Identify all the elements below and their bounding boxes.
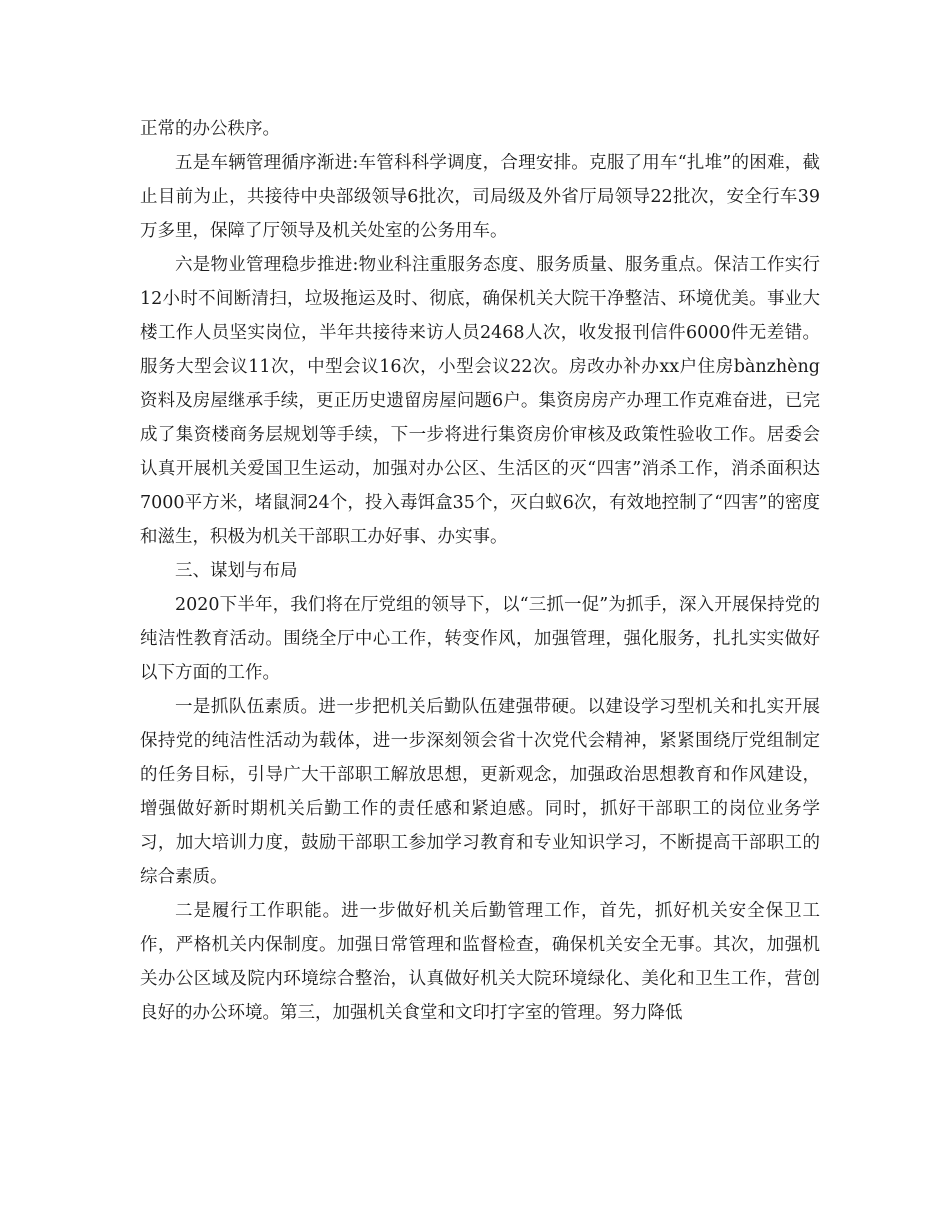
paragraph: 六是物业管理稳步推进:物业科注重服务态度、服务质量、服务重点。保洁工作实行12小时不间断清扫，垃圾拖运及时、彻底，确保机关大院干净整洁、环境优美。事业大楼工作人员坚实岗位，半年共接待来访人员2468人次，收发报刊信件6000件无差错。服务大型会议11次，中型会议16次，小型会议22次。房改办补办xx户住房bànzhèng资料及房屋继承手续，更正历史遗留房屋问题6户。集资房房产办理工作克难奋进，已完成了集资楼商务层规划等手续，下一步将进行集资房价审核及政策性验收工作。居委会认真开展机关爱国卫生运动，加强对办公区、生活区的灭“四害”消杀工作，消杀面积达7000平方米，堵鼠洞24个，投入毒饵盒35个，灭白蚁6次，有效地控制了“四害”的密度和滋生，积极为机关干部职工办好事、办实事。	[140, 255, 820, 547]
section-heading: 三、谋划与布局	[175, 561, 298, 581]
paragraph: 五是车辆管理循序渐进:车管科科学调度，合理安排。克服了用车“扎堆”的困难，截止目前为止，共接待中央部级领导6批次，司局级及外省厅局领导22批次，安全行车39万多里，保障了厅领导及机关处室的公务用车。	[140, 153, 820, 241]
paragraph: 2020下半年，我们将在厅党组的领导下，以“三抓一促”为抓手，深入开展保持党的纯洁性教育活动。围绕全厅中心工作，转变作风，加强管理，强化服务，扎扎实实做好以下方面的工作。	[140, 595, 820, 683]
paragraph: 二是履行工作职能。进一步做好机关后勤管理工作，首先，抓好机关安全保卫工作，严格机关内保制度。加强日常管理和监督检查，确保机关安全无事。其次，加强机关办公区域及院内环境综合整治，认真做好机关大院环境绿化、美化和卫生工作，营创良好的办公环境。第三，加强机关食堂和文印打字室的管理。努力降低	[140, 901, 820, 1023]
document-page	[140, 112, 820, 1030]
paragraph: 正常的办公秩序。	[140, 119, 280, 139]
paragraph: 一是抓队伍素质。进一步把机关后勤队伍建强带硬。以建设学习型机关和扎实开展保持党的纯洁性活动为载体，进一步深刻领会省十次党代会精神，紧紧围绕厅党组制定的任务目标，引导广大干部职工解放思想，更新观念，加强政治思想教育和作风建设，增强做好新时期机关后勤工作的责任感和紧迫感。同时，抓好干部职工的岗位业务学习，加大培训力度，鼓励干部职工参加学习教育和专业知识学习，不断提高干部职工的综合素质。	[140, 697, 820, 887]
